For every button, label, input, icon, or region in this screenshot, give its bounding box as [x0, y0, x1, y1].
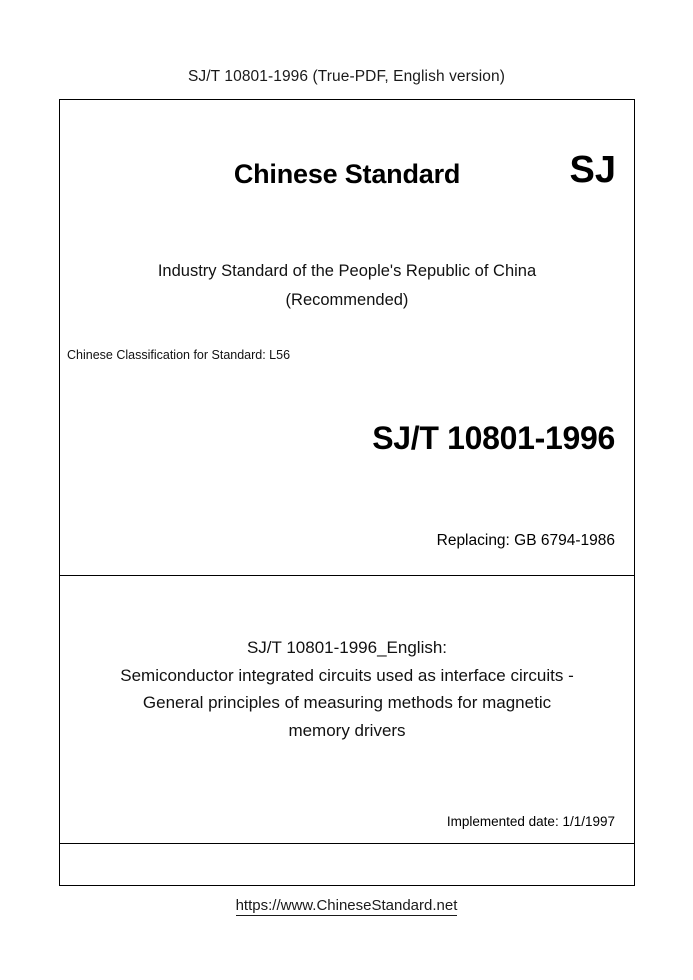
cover-title-row — [60, 149, 634, 201]
replacing-standard: Replacing: GB 6794-1986 — [436, 532, 615, 549]
footer-website-url[interactable]: https://www.ChineseStandard.net — [235, 897, 458, 914]
standard-number: SJ/T 10801-1996 — [372, 420, 615, 456]
cover-subtitle — [60, 257, 634, 315]
page-top-caption: SJ/T 10801-1996 (True-PDF, English version) — [187, 68, 506, 85]
classification-code: Chinese Classification for Standard: L56 — [67, 348, 291, 362]
cover-bottom-section — [60, 844, 634, 884]
document-title-line-4: memory drivers — [288, 720, 406, 740]
cover-frame — [59, 99, 635, 886]
cover-upper-section — [60, 100, 634, 576]
document-title-line-2: Semiconductor integrated circuits used as interface circuits - — [120, 665, 574, 685]
cover-subtitle-line-2: (Recommended) — [285, 291, 409, 309]
document-title-line-3: General principles of measuring methods for magnetic — [142, 693, 552, 712]
document-title-line-1: SJ/T 10801-1996_English: — [246, 638, 448, 657]
document-title-block — [78, 634, 616, 744]
sj-logo-mark: SJ — [569, 149, 616, 191]
cover-title-section — [60, 576, 634, 844]
cover-main-title: Chinese Standard — [233, 159, 461, 189]
implemented-date: Implemented date: 1/1/1997 — [446, 814, 615, 829]
footer-website-link[interactable] — [0, 897, 693, 914]
cover-subtitle-line-1: Industry Standard of the People's Republic of China — [157, 262, 537, 280]
